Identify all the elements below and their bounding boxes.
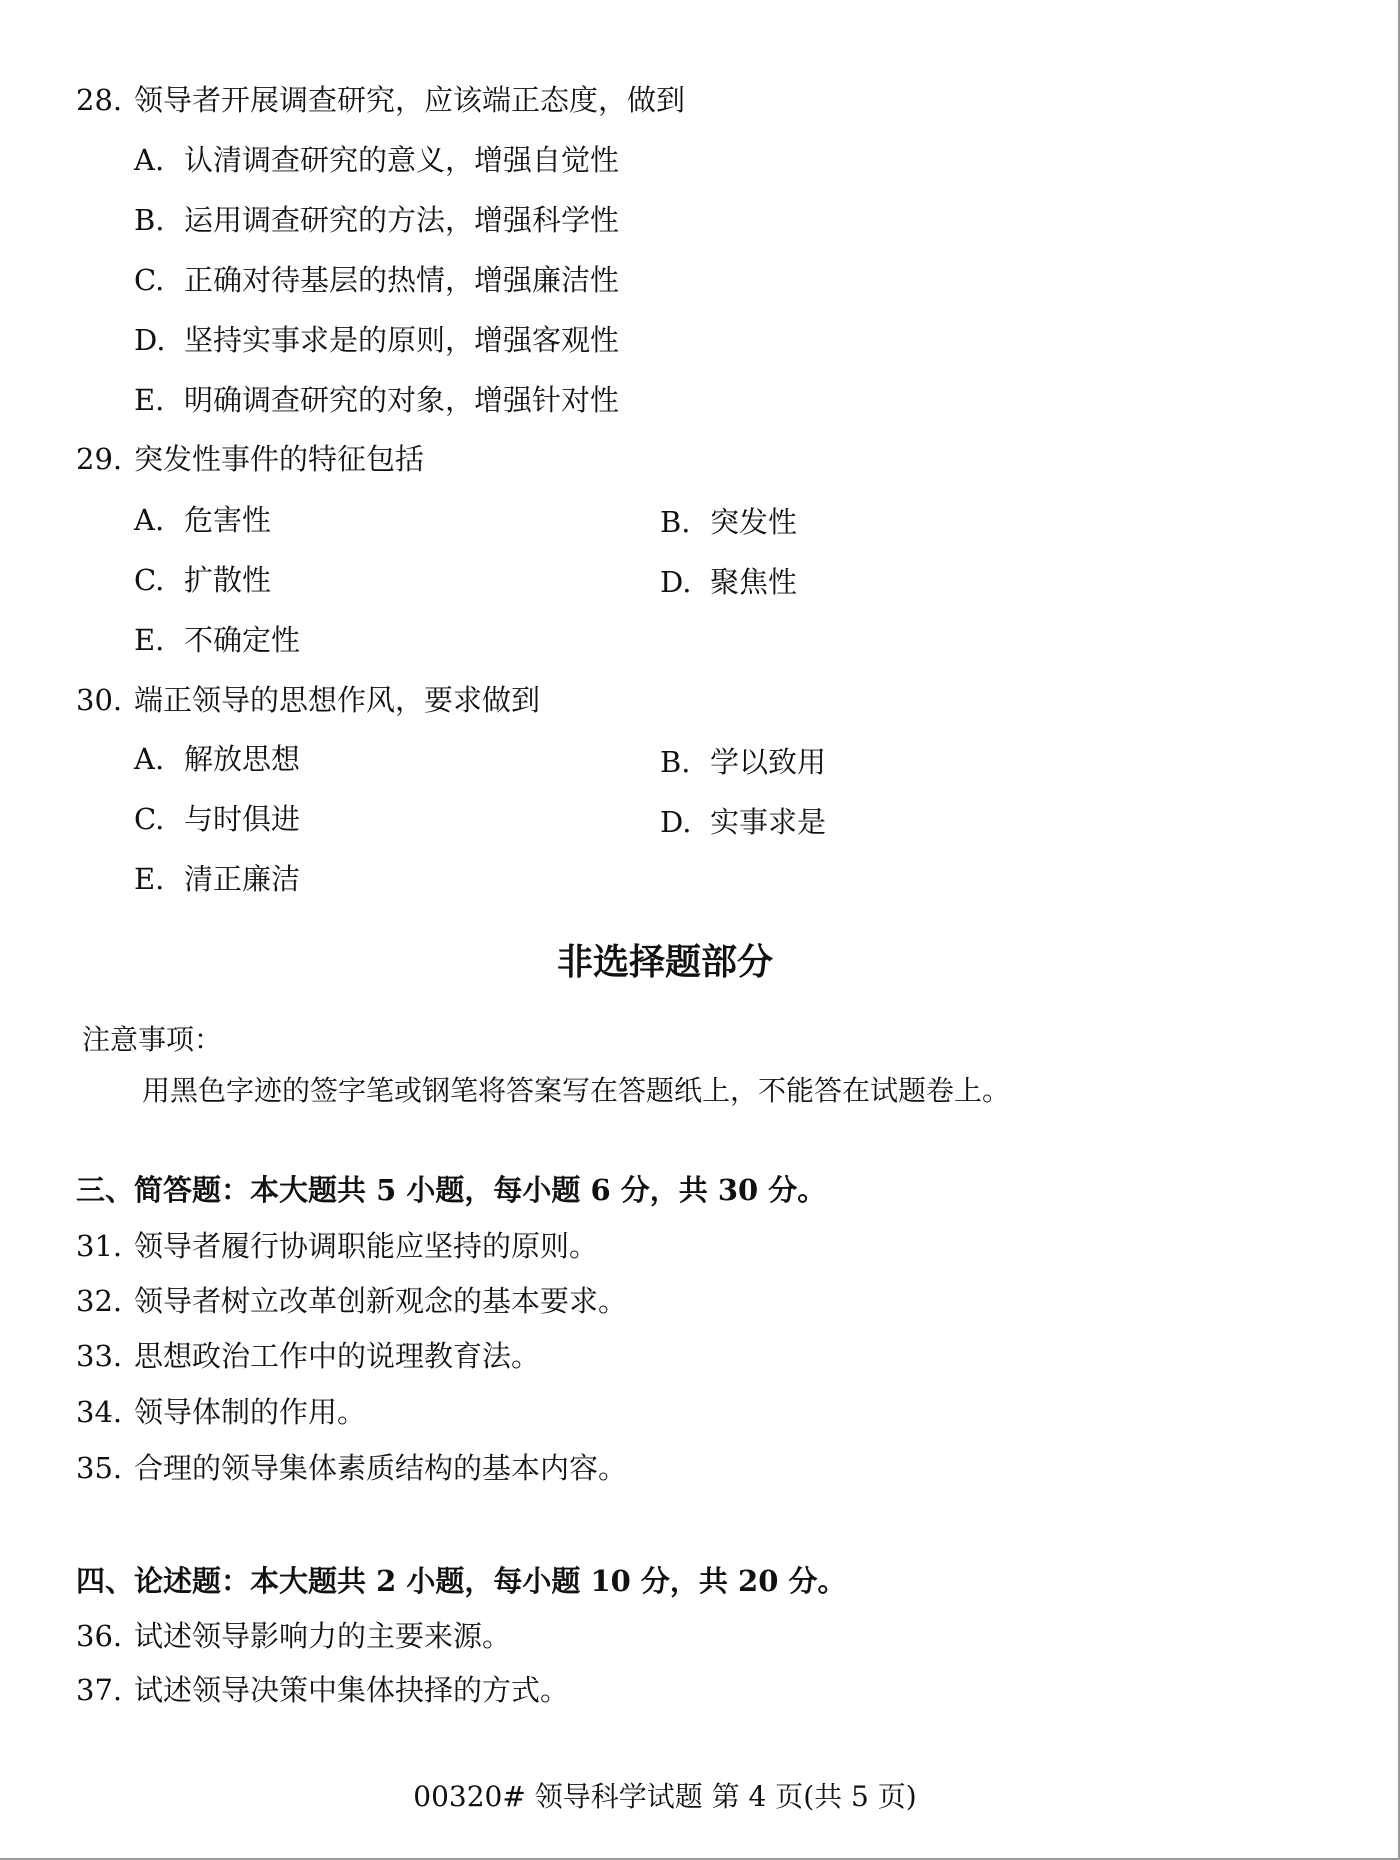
question-number: 32.	[76, 1284, 123, 1318]
question-28-stem	[76, 82, 685, 118]
question-text: 领导者开展调查研究，应该端正态度，做到	[134, 83, 686, 117]
question-36	[76, 1618, 511, 1654]
q30-option-c	[134, 801, 300, 837]
question-35	[76, 1450, 627, 1486]
option-letter: D.	[134, 323, 166, 357]
q29-option-c	[134, 562, 271, 598]
q30-option-e	[134, 861, 300, 897]
question-30-stem	[76, 682, 540, 718]
question-number: 36.	[76, 1619, 123, 1653]
option-letter: B.	[660, 505, 691, 539]
q30-option-b	[660, 744, 826, 780]
option-letter: B.	[660, 745, 691, 779]
question-text: 合理的领导集体素质结构的基本内容。	[134, 1451, 628, 1485]
question-number: 37.	[76, 1673, 123, 1707]
question-number: 28.	[76, 83, 123, 117]
option-text: 与时俱进	[184, 802, 301, 836]
q30-option-a	[134, 741, 300, 777]
option-letter: A.	[134, 503, 165, 537]
option-text: 聚焦性	[710, 565, 798, 599]
q28-option-a	[134, 142, 619, 178]
question-number: 34.	[76, 1395, 123, 1429]
question-text: 思想政治工作中的说理教育法。	[134, 1339, 541, 1373]
option-text: 正确对待基层的热情，增强廉洁性	[184, 263, 620, 297]
option-text: 学以致用	[710, 745, 827, 779]
question-29-stem	[76, 441, 424, 477]
notice-text: 用黑色字迹的签字笔或钢笔将答案写在答题纸上，不能答在试题卷上。	[142, 1074, 1011, 1107]
q28-option-d	[134, 322, 619, 358]
question-number: 31.	[76, 1229, 123, 1263]
q30-option-d	[660, 804, 826, 840]
option-letter: B.	[134, 203, 165, 237]
option-text: 运用调查研究的方法，增强科学性	[184, 203, 620, 237]
question-text: 试述领导影响力的主要来源。	[134, 1619, 512, 1653]
option-letter: C.	[134, 563, 165, 597]
option-letter: D.	[660, 565, 692, 599]
notice-label: 注意事项：	[82, 1023, 223, 1056]
option-text: 实事求是	[710, 805, 827, 839]
option-letter: C.	[134, 802, 165, 836]
option-text: 危害性	[184, 503, 272, 537]
question-text: 突发性事件的特征包括	[134, 442, 425, 476]
option-letter: D.	[660, 805, 692, 839]
option-text: 不确定性	[184, 623, 301, 657]
question-text: 领导者树立改革创新观念的基本要求。	[134, 1284, 628, 1318]
question-31	[76, 1228, 598, 1264]
q29-option-b	[660, 504, 797, 540]
option-letter: E.	[134, 862, 165, 896]
option-text: 解放思想	[184, 742, 301, 776]
q28-option-b	[134, 202, 619, 238]
option-text: 突发性	[710, 505, 798, 539]
question-text: 领导者履行协调职能应坚持的原则。	[134, 1229, 599, 1263]
option-text: 清正廉洁	[184, 862, 301, 896]
option-letter: A.	[134, 143, 165, 177]
question-number: 30.	[76, 683, 123, 717]
option-letter: A.	[134, 742, 165, 776]
section-4-heading: 四、论述题：本大题共 2 小题，每小题 10 分，共 20 分。	[76, 1564, 847, 1598]
q29-option-e	[134, 622, 300, 658]
option-text: 坚持实事求是的原则，增强客观性	[184, 323, 620, 357]
option-letter: E.	[134, 383, 165, 417]
question-number: 33.	[76, 1339, 123, 1373]
option-text: 明确调查研究的对象，增强针对性	[184, 383, 620, 417]
part-title: 非选择题部分	[556, 941, 773, 983]
question-33	[76, 1338, 540, 1374]
question-text: 领导体制的作用。	[134, 1395, 367, 1429]
question-32	[76, 1283, 627, 1319]
question-34	[76, 1394, 366, 1430]
question-number: 29.	[76, 442, 123, 476]
q29-option-d	[660, 564, 797, 600]
option-letter: C.	[134, 263, 165, 297]
page-footer: 00320# 领导科学试题 第 4 页(共 5 页)	[413, 1780, 917, 1813]
q29-option-a	[134, 502, 271, 538]
question-text: 试述领导决策中集体抉择的方式。	[134, 1673, 570, 1707]
section-3-heading: 三、简答题：本大题共 5 小题，每小题 6 分，共 30 分。	[76, 1173, 827, 1207]
option-text: 扩散性	[184, 563, 272, 597]
option-letter: E.	[134, 623, 165, 657]
question-text: 端正领导的思想作风，要求做到	[134, 683, 541, 717]
q28-option-e	[134, 382, 619, 418]
option-text: 认清调查研究的意义，增强自觉性	[184, 143, 620, 177]
question-37	[76, 1672, 569, 1708]
question-number: 35.	[76, 1451, 123, 1485]
q28-option-c	[134, 262, 619, 298]
